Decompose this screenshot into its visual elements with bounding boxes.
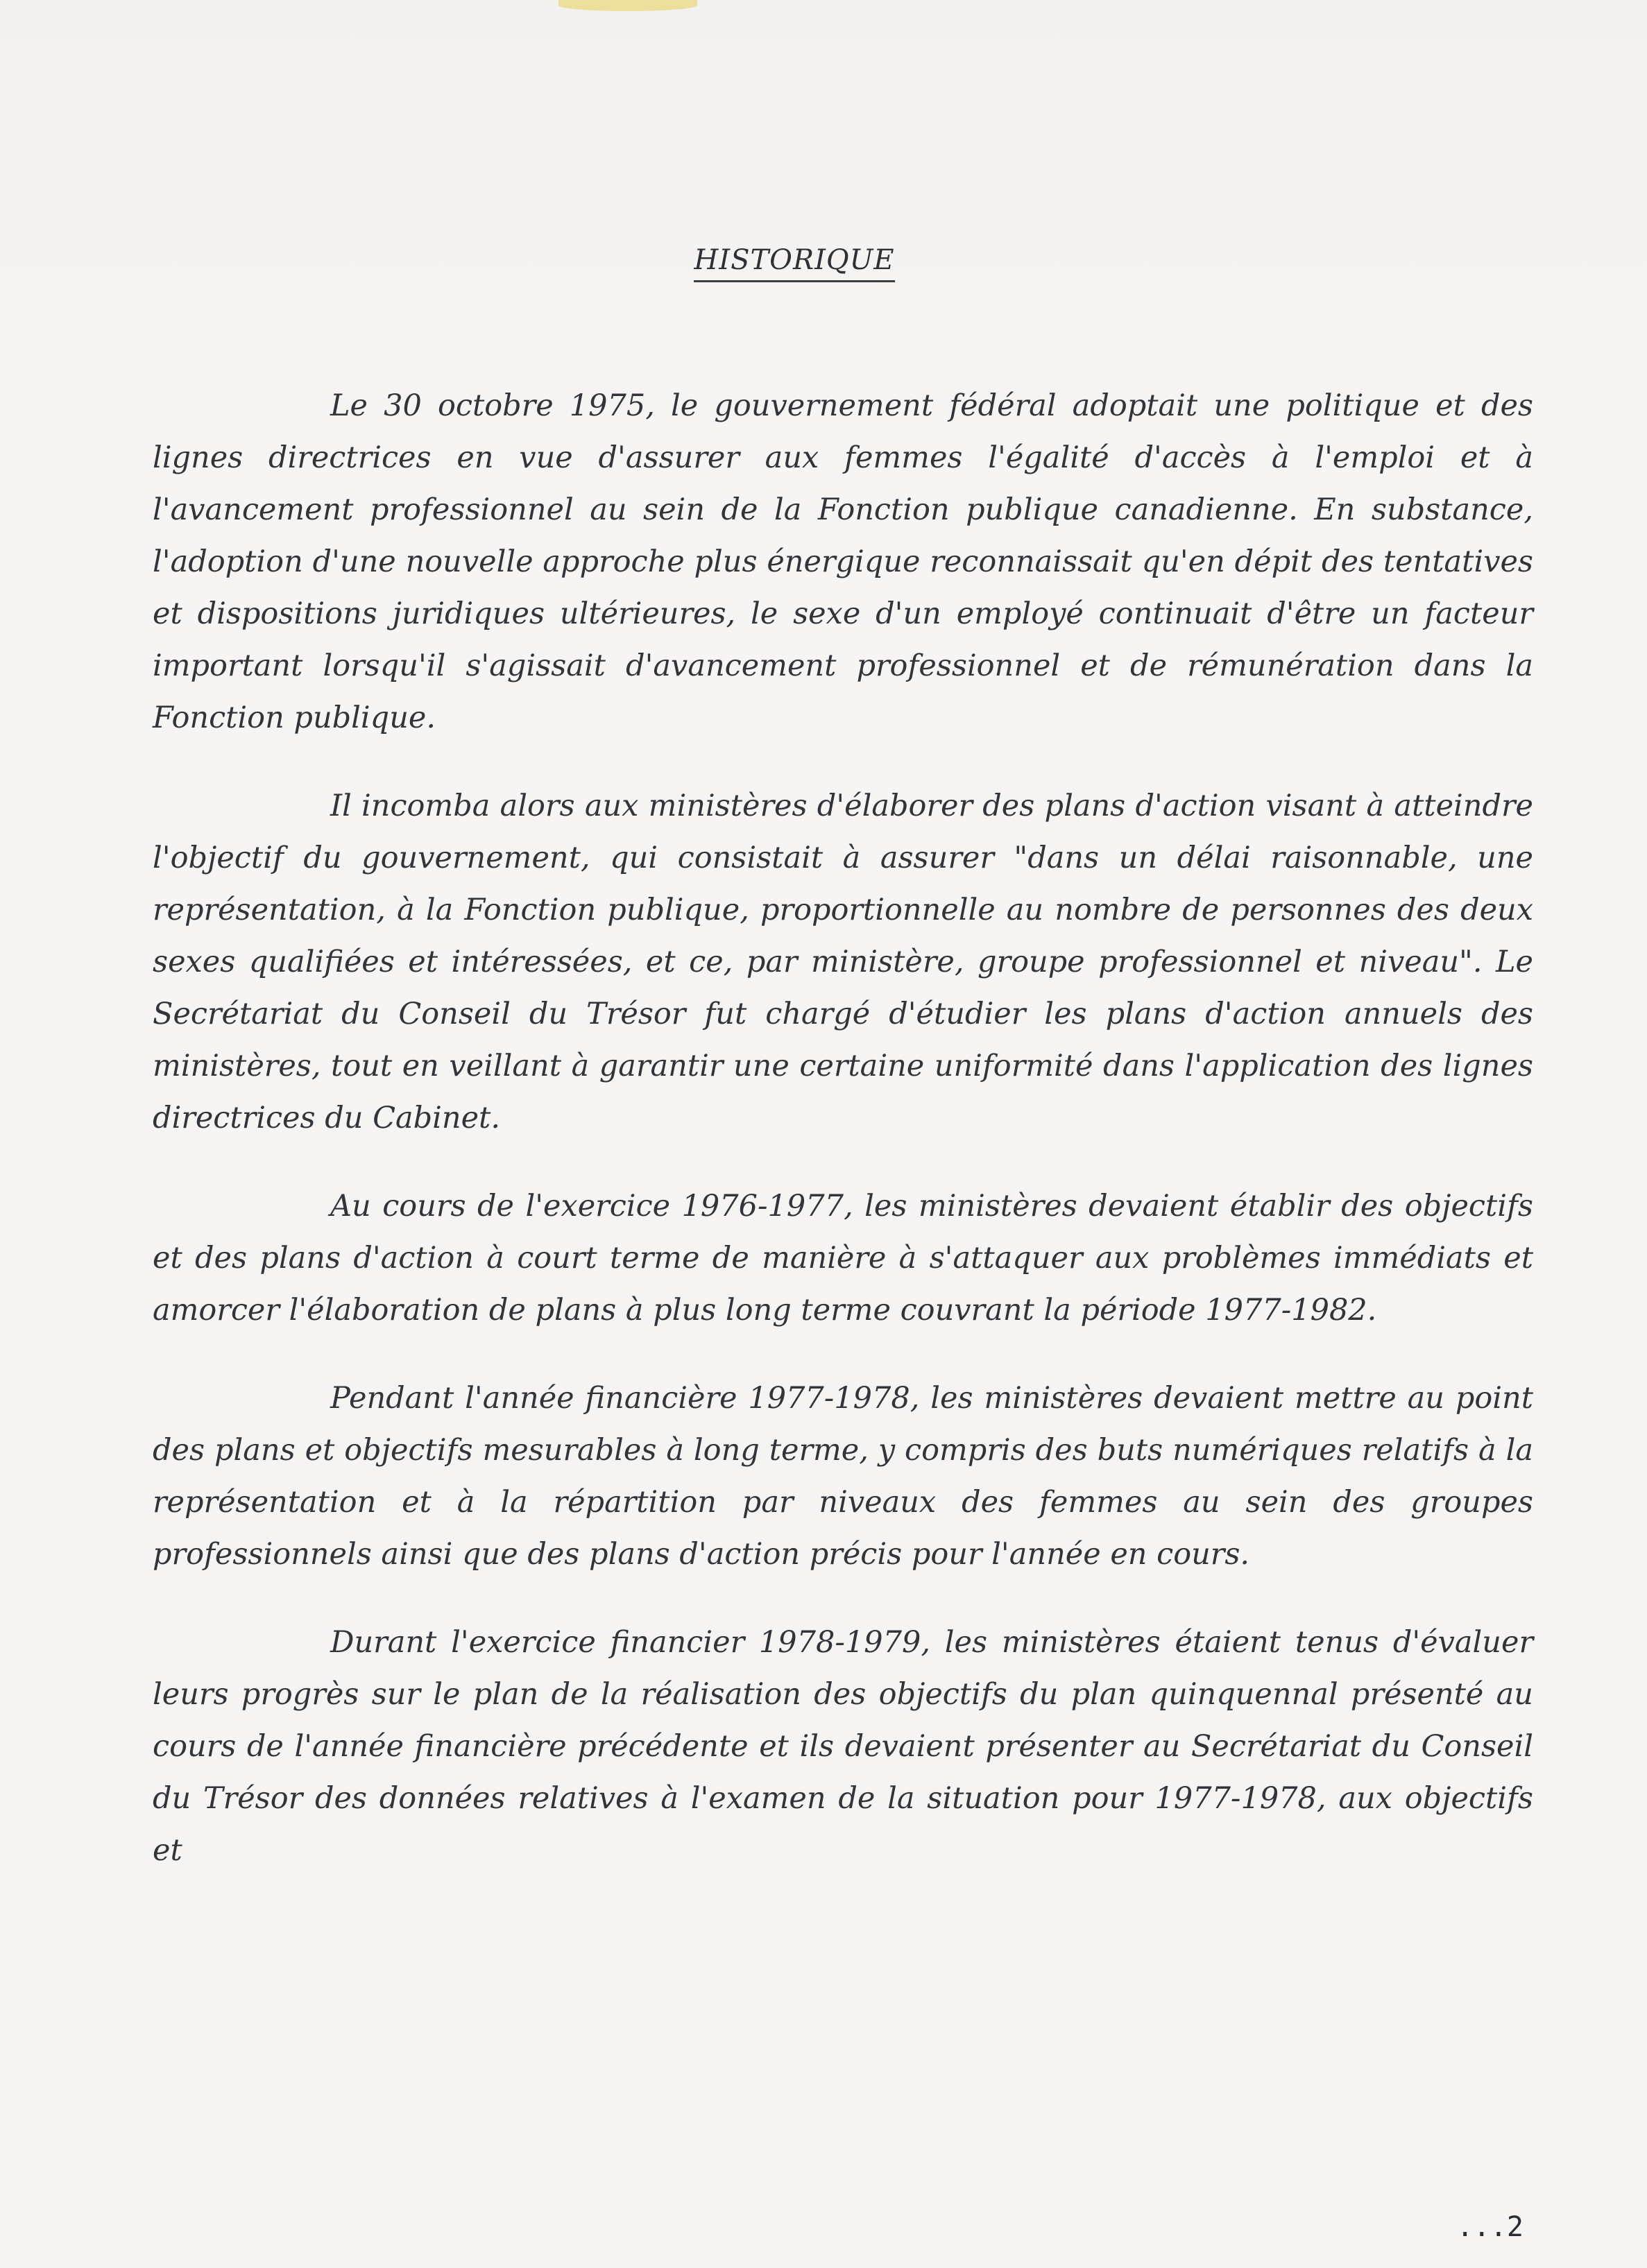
body-text xyxy=(153,380,1533,1913)
paragraph-2: Il incomba alors aux ministères d'élaborer des plans d'action visant à atteindre l'objectif du gouvernement, qui consistait à assurer "dans un délai raisonnable, une représentation, à la Fonction publique, proportionnelle au nombre de personnes des deux sexes qualifiées et intéressées, et ce, par ministère, groupe professionnel et niveau". Le Secrétariat du Conseil du Trésor fut chargé d'étudier les plans d'action annuels des ministères, tout en veillant à garantir une certaine uniformité dans l'application des lignes directrices du Cabinet. xyxy=(153,789,1533,1135)
paragraph-5: Durant l'exercice financier 1978-1979, les ministères étaient tenus d'évaluer leurs progrès sur le plan de la réalisation des objectifs du plan quinquennal présenté au cours de l'année financière précédente et ils devaient présenter au Secrétariat du Conseil du Trésor des données relatives à l'examen de la situation pour 1977-1978, aux objectifs et xyxy=(153,1625,1533,1868)
page-continuation-marker: ...2 xyxy=(1456,2211,1524,2243)
paragraph-3: Au cours de l'exercice 1976-1977, les ministères devaient établir des objectifs et des plans d'action à court terme de manière à s'attaquer aux problèmes immédiats et amorcer l'élaboration de plans à plus long terme couvrant la période 1977-1982. xyxy=(153,1189,1533,1328)
title-text: HISTORIQUE xyxy=(694,244,894,282)
paragraph-1: Le 30 octobre 1975, le gouvernement fédéral adoptait une politique et des lignes directrices en vue d'assurer aux femmes l'égalité d'accès à l'emploi et à l'avancement professionnel au sein de la Fonction publique canadienne. En substance, l'adoption d'une nouvelle approche plus énergique reconnaissait qu'en dépit des tentatives et dispositions juridiques ultérieures, le sexe d'un employé continuait d'être un facteur important lorsqu'il s'agissait d'avancement professionnel et de rémunération dans la Fonction publique. xyxy=(153,388,1533,735)
page-title xyxy=(0,244,1589,276)
paper-stain xyxy=(558,0,697,11)
paragraph-4: Pendant l'année financière 1977-1978, les ministères devaient mettre au point des plans et objectifs mesurables à long terme, y compris des buts numériques relatifs à la représentation et à la répartition par niveaux des femmes au sein des groupes professionnels ainsi que des plans d'action précis pour l'année en cours. xyxy=(153,1381,1533,1572)
